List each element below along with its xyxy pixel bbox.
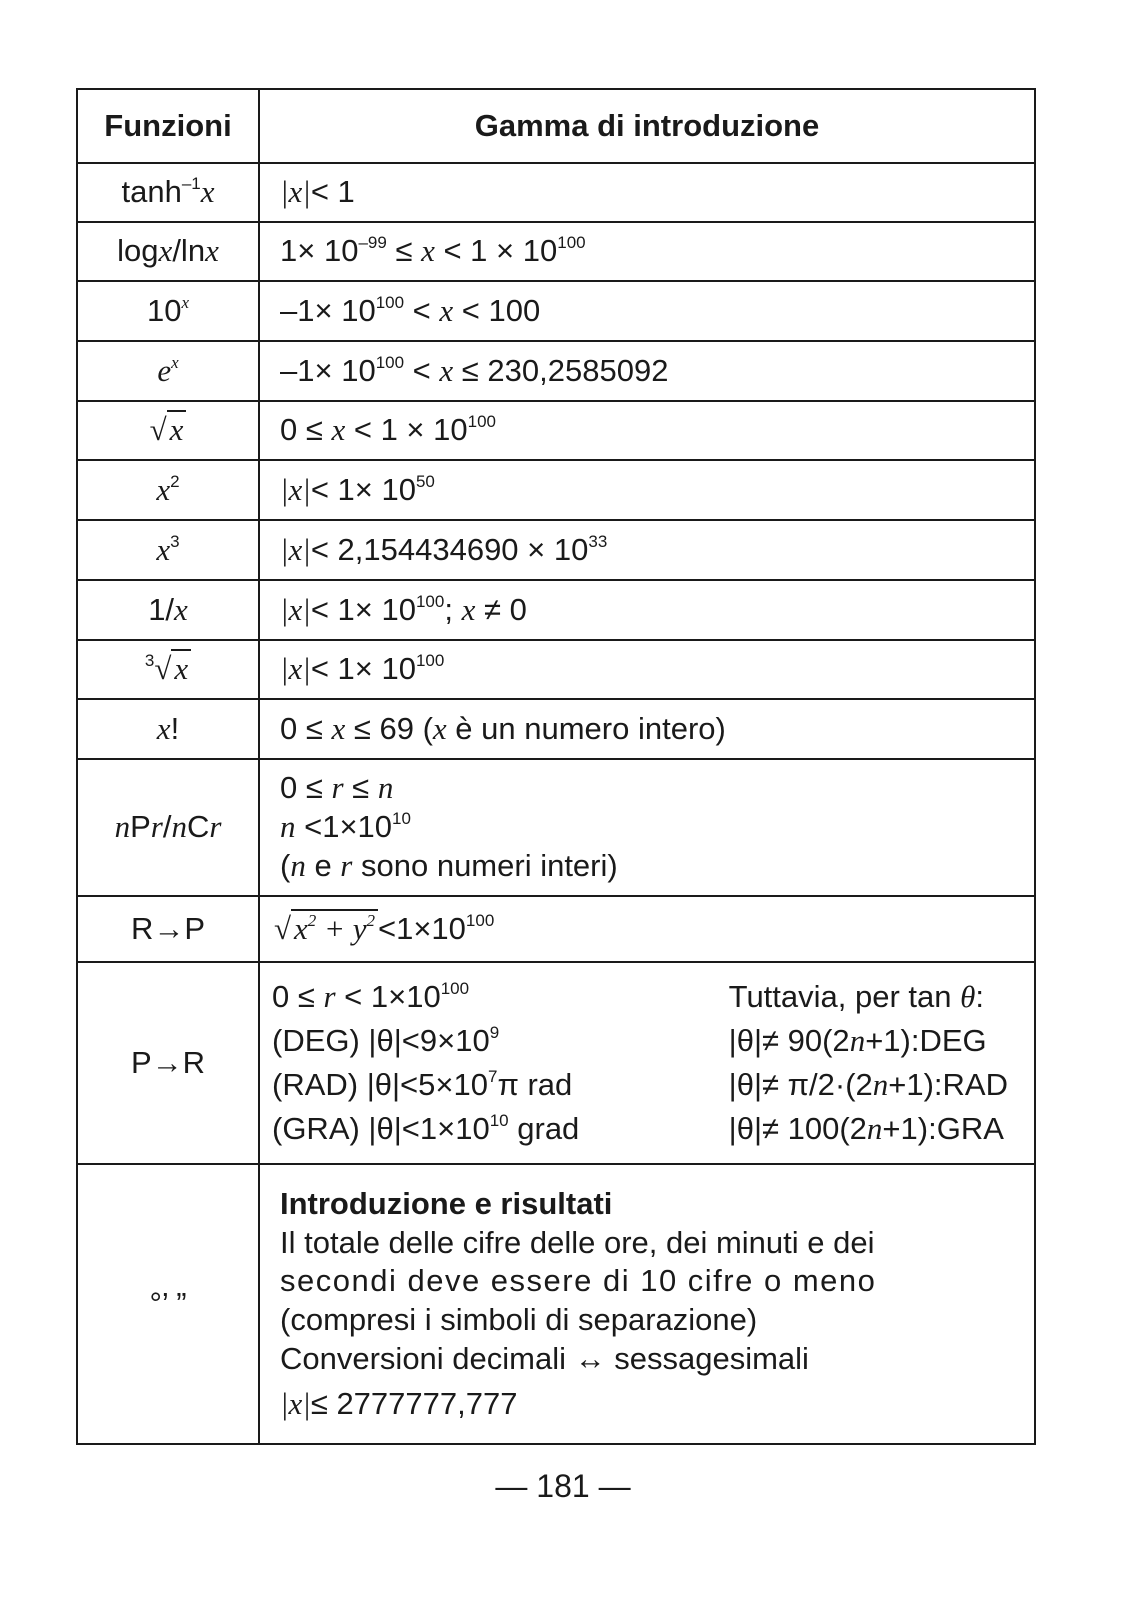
function-cell: 10$^x$ [77,281,259,341]
function-cell: $e^x$ [77,341,259,401]
function-cell: °’ ” [77,1164,259,1444]
header-row [77,89,1035,163]
cube-root-symbol: √x [154,649,191,686]
table-row [77,401,1035,460]
function-cell: logx/lnx [77,222,259,281]
range-cell: |x|< 1 [259,163,1035,222]
table-row [77,896,1035,962]
range-cell [259,962,1035,1164]
table-row [77,222,1035,281]
function-cell: $x^2$ [77,460,259,520]
table-row [77,520,1035,580]
range-cell: $|x|< 2,154434690 \times 10^{33}$ [259,520,1035,580]
range-cell: $|x|< 1\times 10^{100}$ [259,640,1035,699]
range-cell: $|x|< 1\times 10^{100}$; x ≠ 0 [259,580,1035,640]
table-row [77,460,1035,520]
table-row [77,699,1035,759]
square-root-symbol: $√x^2 + y^2$ [274,909,378,946]
range-cell: $-1\times 10^{100} < x < 100$ [259,281,1035,341]
function-cell: $^3$√x [77,640,259,699]
range-cell: 0 ≤ x ≤ 69 (x è un numero intero) [259,699,1035,759]
range-cell: $√x^2 + y^2<1\times 10^{100}$ [259,896,1035,962]
header-range: Gamma di introduzione [259,89,1035,163]
range-cell: 0 ≤ r ≤ n $n <1\times 10^{10}$ (n e r sono numeri interi) [259,759,1035,896]
tan-exceptions: Tuttavia, per tan θ: |θ|≠ 90(2n+1):DEG |θ|≠ π/2·(2n+1):RAD |θ|≠ 100(2n+1):GRA [728,978,1008,1147]
function-cell: R→P [77,896,259,962]
table-row [77,281,1035,341]
table-row [77,1164,1035,1444]
table-row [77,759,1035,896]
function-cell: P→R [77,962,259,1164]
square-root-symbol: √x [150,410,187,447]
range-cell: $1\times 10^{-99} \le x < 1 \times 10^{100}$ [259,222,1035,281]
function-cell: x! [77,699,259,759]
range-conditions: $0 \le r < 1\times 10^{100}$ (DEG) $|\theta|<9\times 10^9$ (RAD) $|\theta|<5\times 10^7\pi$ rad (GRA) $|\theta|<1\times 10^{10}$ grad [272,978,580,1147]
range-cell: $-1\times 10^{100} < x \le 230,2585092$ [259,341,1035,401]
input-range-table [76,88,1036,1445]
table-row [77,580,1035,640]
table-row [77,962,1035,1164]
table-row [77,640,1035,699]
function-cell [77,401,259,460]
range-cell: Introduzione e risultati Il totale delle cifre delle ore, dei minuti e dei secondi deve essere di 10 cifre o meno (compresi i simboli di separazione) Conversioni decimali ↔ sessagesimali |x|≤ 2777777,777 [259,1164,1035,1444]
range-cell: $0 \le x < 1 \times 10^{100}$ [259,401,1035,460]
header-functions: Funzioni [77,89,259,163]
table-row [77,341,1035,401]
page-number: — 181 — [495,1468,631,1504]
function-cell: 1/x [77,580,259,640]
function-cell: $x^3$ [77,520,259,580]
function-cell: $\tanh^{-1}x$ [77,163,259,222]
range-cell: $|x|< 1\times 10^{50}$ [259,460,1035,520]
function-cell: nPr/nCr [77,759,259,896]
table-row [77,163,1035,222]
